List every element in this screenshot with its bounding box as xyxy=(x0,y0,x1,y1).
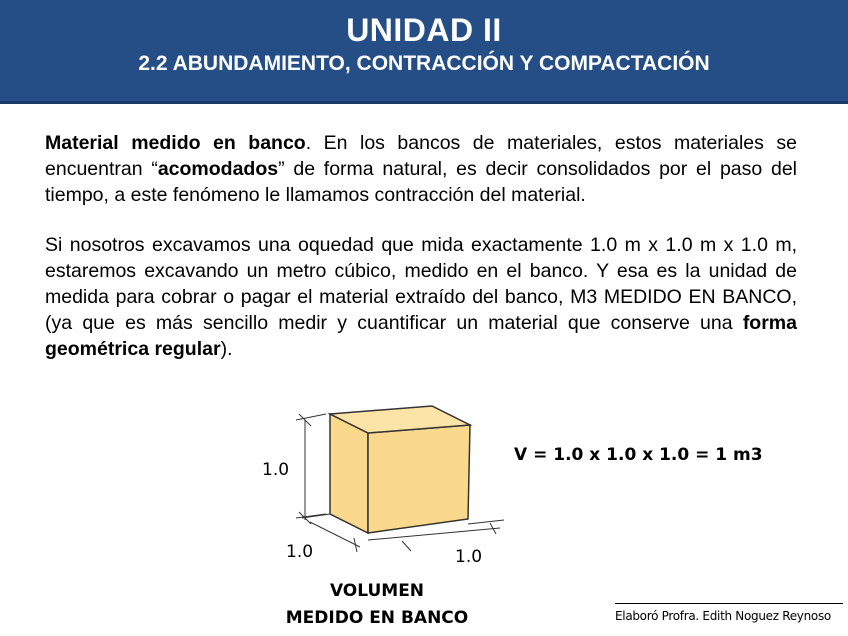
author-credit: Elaboró Profra. Edith Noguez Reynoso xyxy=(615,609,831,623)
paragraph2-text-b: ). xyxy=(220,338,233,360)
caption-line-1: VOLUMEN xyxy=(329,581,425,601)
footer-divider xyxy=(615,603,843,604)
cube-right-face xyxy=(368,425,470,533)
caption-line-2: MEDIDO EN BANCO xyxy=(285,608,469,628)
slide-title: UNIDAD II xyxy=(346,12,502,48)
cube-front-face xyxy=(330,414,368,533)
paragraph1-text-b: ” de forma natural, es decir consolidados por el paso del tiempo, a este fenómeno le llamamos contracción del material. xyxy=(45,158,797,206)
paragraph1-text-a: . En los bancos de materiales, estos materiales se encuentran “ xyxy=(45,132,797,180)
slide-subtitle: 2.2 ABUNDAMIENTO, CONTRACCIÓN Y COMPACTACIÓN xyxy=(138,52,710,75)
height-label: 1.0 xyxy=(262,460,290,480)
volume-formula: V = 1.0 x 1.0 x 1.0 = 1 m3 xyxy=(514,445,763,465)
width-label: 1.0 xyxy=(455,547,483,567)
paragraph2-bold-phrase: forma geométrica regular xyxy=(45,312,797,360)
paragraph1-bold-lead: Material medido en banco xyxy=(45,132,306,154)
paragraph2-text-a: Si nosotros excavamos una oquedad que mida exactamente 1.0 m x 1.0 m x 1.0 m, estaremos excavando un metro cúbico, medido en el banco. Y esa es la unidad de medida para cobrar o pagar el material extraído del banco, M3 MEDIDO EN BANCO, (ya que es más sencillo medir y cuantificar un material que conserve una xyxy=(45,234,797,334)
paragraph1-bold-word: acomodados xyxy=(157,158,279,180)
depth-label: 1.0 xyxy=(286,542,314,562)
height-dimension-line xyxy=(296,414,326,524)
